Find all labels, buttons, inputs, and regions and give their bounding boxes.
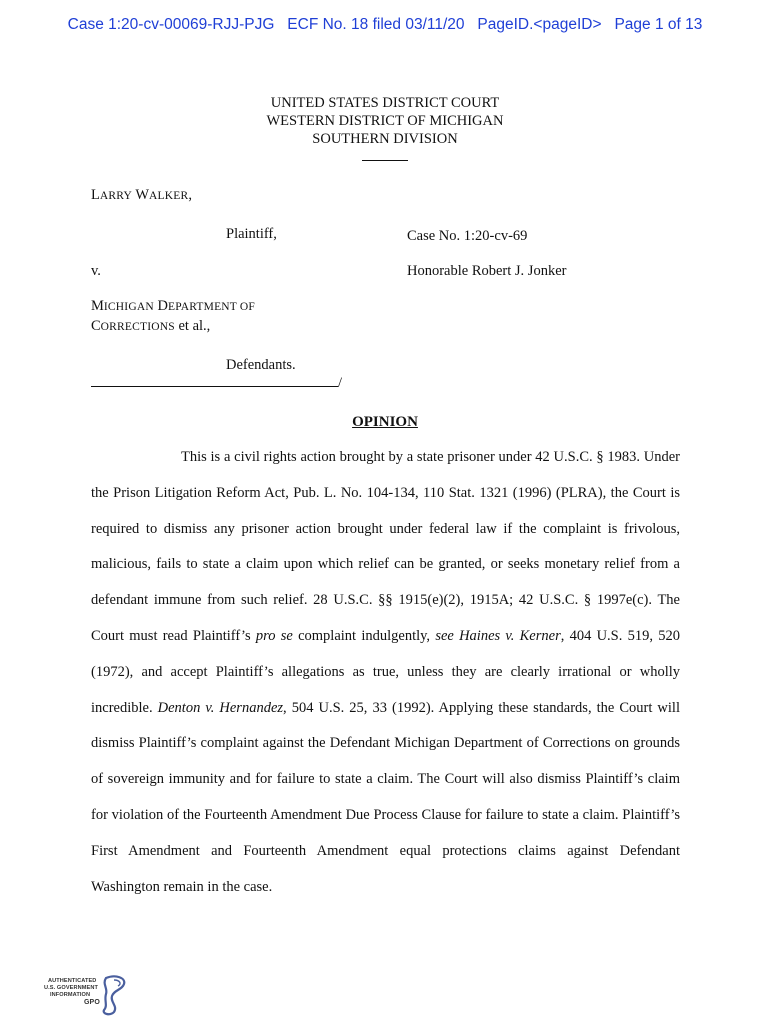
case-number: Case No. 1:20-cv-69 (407, 228, 528, 244)
plaintiff-name: LARRY WALKER, (91, 187, 193, 203)
defendants-label: Defendants. (226, 357, 296, 373)
judge-name: Honorable Robert J. Jonker (407, 263, 567, 279)
versus: v. (91, 263, 101, 279)
plaintiff-label: Plaintiff, (226, 226, 277, 242)
defendant-name-line2: CORRECTIONS et al., (91, 318, 211, 334)
opinion-paragraph: This is a civil rights action brought by a state prisoner under 42 U.S.C. § 1983. Under the Prison Litigation Reform Act, Pub. L. No. 104-134, 110 Stat. 1321 (1996) (PLRA), the Court is required to dismiss any prisoner action brought under federal law if the complaint is frivolous, malicious, fails to state a claim upon which relief can be granted, or seeks monetary relief from a defendant immune from such relief. 28 U.S.C. §§ 1915(e)(2), 1915A; 42 U.S.C. § 1997e(c). The Court must read Plaintiff’s pro se complaint indulgently, see Haines v. Kerner, 404 U.S. 519, 520 (1972), and accept Plaintiff’s allegations as true, unless they are clearly irrational or wholly incredible. Denton v. Hernandez, 504 U.S. 25, 33 (1992). Applying these standards, the Court will dismiss Plaintiff’s complaint against the Defendant Michigan Department of Corrections on grounds of sovereign immunity and for failure to state a claim. The Court will also dismiss Plaintiff’s claim for violation of the Fourteenth Amendment Due Process Clause for failure to state a claim. Plaintiff’s First Amendment and Fourteenth Amendment equal protections claims against Defendant Washington remain in the case. (91, 449, 680, 895)
gpo-authenticated-logo: AUTHENTICATED U.S. GOVERNMENT INFORMATION GPO (44, 972, 132, 1018)
heading-divider (362, 159, 408, 161)
court-name: UNITED STATES DISTRICT COURT (270, 95, 500, 111)
opinion-title: OPINION (352, 414, 418, 430)
caption-rule (91, 386, 338, 387)
court-division: SOUTHERN DIVISION (312, 131, 458, 147)
caption-slash: / (338, 375, 343, 391)
ecf-header: Case 1:20-cv-00069-RJJ-PJG ECF No. 18 filed 03/11/20 PageID.<pageID> Page 1 of 13 (67, 16, 703, 33)
opinion-body (91, 440, 680, 905)
court-district: WESTERN DISTRICT OF MICHIGAN (266, 113, 504, 129)
defendant-name-line1: MICHIGAN DEPARTMENT OF (91, 298, 255, 314)
court-heading (0, 94, 770, 166)
